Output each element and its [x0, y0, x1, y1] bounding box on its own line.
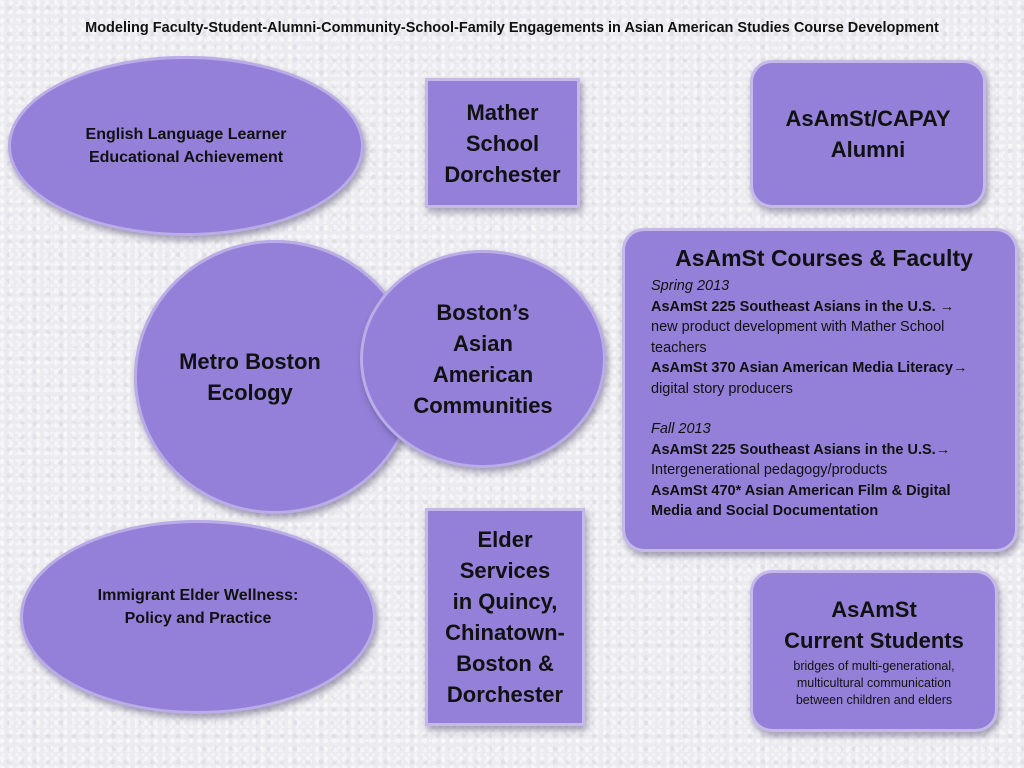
elder-services-line-2: Services: [459, 558, 551, 583]
spring-course-2: [651, 358, 967, 379]
alumni-box: [750, 60, 986, 208]
fall-course-2-a: AsAmSt 470* Asian American Film & Digital: [651, 482, 951, 499]
elder-services-line-4: Chinatown-: [445, 620, 565, 645]
spring-term: Spring 2013: [651, 278, 730, 294]
fall-course-1-desc: Intergenerational pedagogy/products: [651, 462, 888, 478]
spring-course-1: [651, 297, 954, 318]
arrow-right-icon: →: [952, 360, 968, 376]
courses-faculty-box: [622, 228, 1018, 552]
fall-term: Fall 2013: [651, 421, 711, 437]
arrow-right-icon: →: [939, 298, 955, 315]
students-line-2: Current Students: [784, 627, 964, 653]
fall-course-2-b: Media and Social Documentation: [651, 503, 879, 519]
spring-course-1-desc-a: new product development with Mather School: [651, 319, 945, 335]
arrow-right-icon: →: [935, 441, 951, 458]
students-desc-1: bridges of multi-generational,: [793, 658, 955, 673]
page-title: Modeling Faculty-Student-Alumni-Community-School-Family Engagements in Asian American Studies Course Development: [85, 20, 939, 36]
mather-line-2: School: [465, 130, 540, 156]
communities-line-4: Communities: [413, 393, 553, 418]
metro-line-1: Metro Boston: [179, 349, 321, 374]
alumni-line-2: Alumni: [830, 137, 906, 162]
ell-line-2: Educational Achievement: [88, 149, 284, 166]
asian-american-communities-circle: [360, 250, 606, 468]
students-line-1: AsAmSt: [831, 596, 917, 622]
spring-course-1-desc-b: teachers: [651, 339, 707, 356]
elder-services-line-1: Elder: [477, 527, 533, 552]
students-desc-2: multicultural communication: [796, 675, 952, 690]
elder-wellness-oval: [20, 520, 376, 714]
courses-heading: AsAmSt Courses & Faculty: [675, 245, 973, 271]
mather-line-1: Mather: [466, 99, 539, 125]
elder-services-line-5: Boston &: [456, 651, 554, 676]
communities-line-2: Asian: [453, 331, 513, 356]
current-students-box: [750, 570, 998, 732]
students-desc-3: between children and elders: [795, 692, 953, 707]
elder-wellness-line-2: Policy and Practice: [124, 610, 272, 627]
spring-course-1-label: AsAmSt 225 Southeast Asians in the U.S.: [651, 298, 936, 315]
mather-line-3: Dorchester: [444, 161, 561, 187]
communities-line-3: American: [432, 362, 534, 387]
alumni-line-1: AsAmSt/CAPAY: [785, 106, 951, 131]
communities-line-1: Boston’s: [436, 300, 530, 325]
ell-achievement-oval: [8, 56, 364, 236]
metro-line-2: Ecology: [207, 380, 293, 405]
spring-course-2-desc: digital story producers: [651, 380, 793, 397]
fall-course-1-label: AsAmSt 225 Southeast Asians in the U.S.: [651, 441, 936, 458]
elder-services-line-3: in Quincy,: [452, 589, 558, 614]
elder-services-box: [425, 508, 585, 726]
spring-course-2-label: AsAmSt 370 Asian American Media Literacy: [651, 360, 953, 376]
elder-services-line-6: Dorchester: [446, 682, 564, 707]
ell-line-1: English Language Learner: [85, 126, 287, 143]
mather-school-box: [425, 78, 580, 208]
elder-wellness-line-1: Immigrant Elder Wellness:: [97, 587, 299, 604]
fall-course-1: [651, 440, 950, 461]
